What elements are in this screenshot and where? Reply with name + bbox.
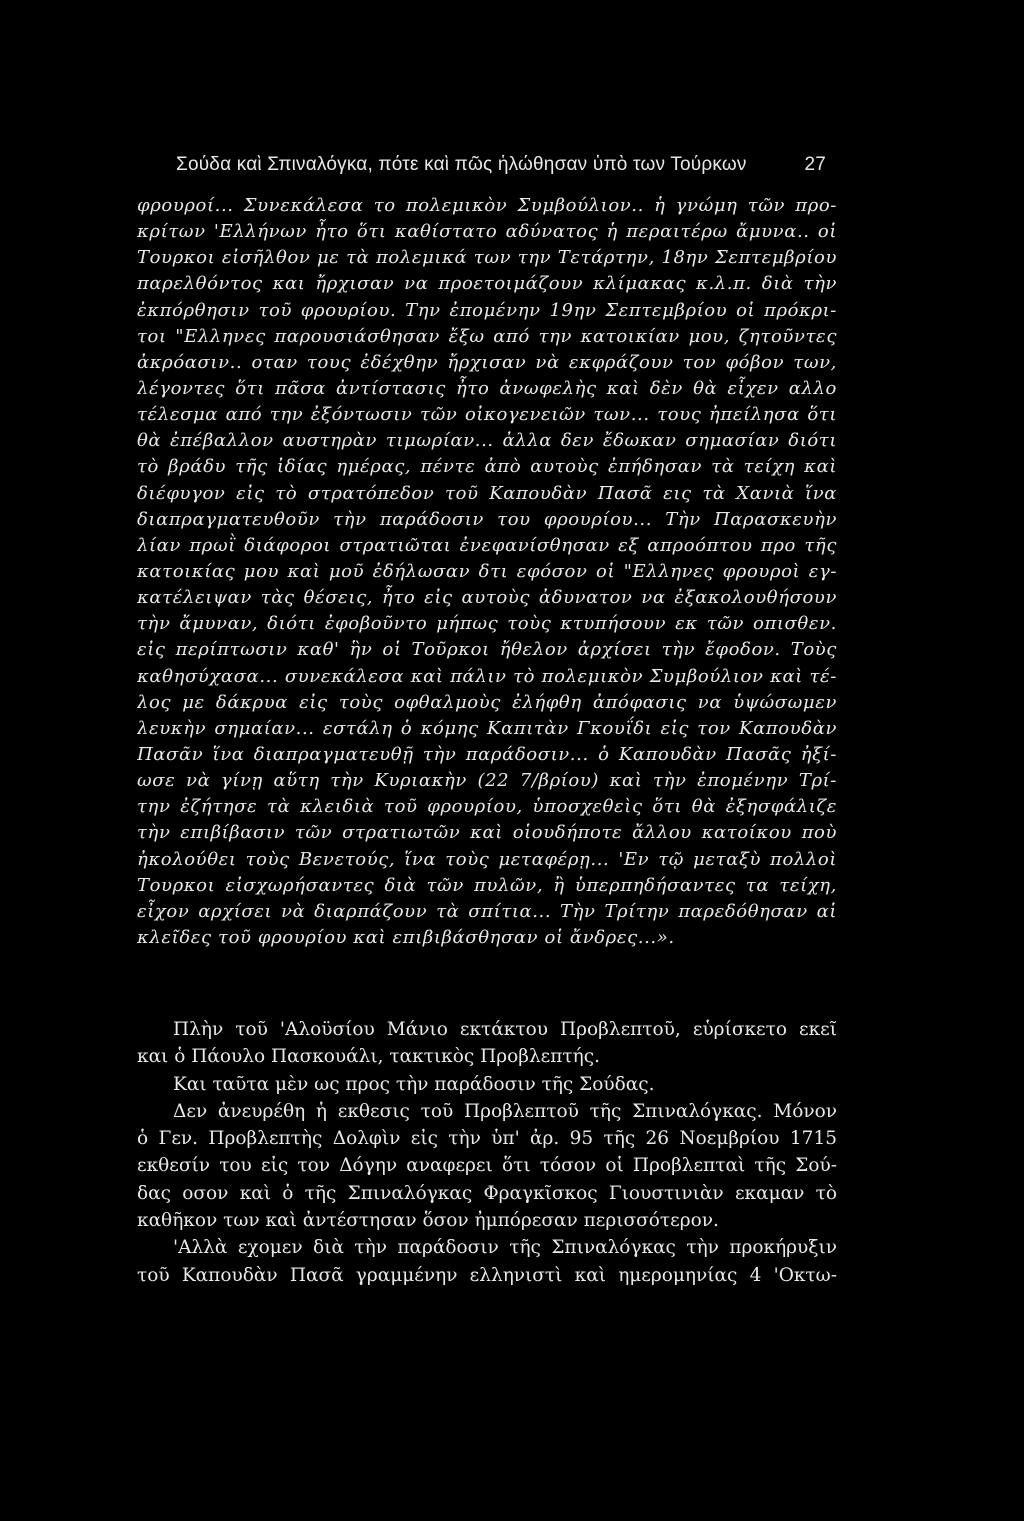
quote-line: διέφυγον εἰς τὸ στρατόπεδον τοῦ Καπουδὰν Πασᾶ εις τὰ Χανιὰ ἵνα	[137, 482, 837, 504]
quote-line: την ἐζήτησε τὰ κλειδιὰ τοῦ φρουρίου, ὑποσχεθεὶς ὅτι θὰ ἐξησφάλιζε	[137, 796, 837, 818]
quote-line: παρελθόντος και ἤρχισαν να προετοιμάζουν κλίμακας κ.λ.π. διὰ τὴν	[137, 273, 837, 295]
body-line: Δεν ἀνευρέθη ἡ εκθεσις τοῦ Προβλεπτοῦ τῆς Σπιναλόγκας. Μόνον	[173, 1100, 837, 1122]
quote-line: ωσε νὰ γίνῃ αὕτη τὴν Κυριακὴν (22 7/βρίου) καὶ τὴν ἐπομένην Τρί-	[137, 770, 837, 792]
quote-line: κρίτων 'Ελλήνων ἦτο ὅτι καθίστατο αδύνατος ἡ περαιτέρω ἄμυνα.. οἱ	[137, 221, 837, 243]
quote-line: λίαν πρωῒ διάφοροι στρατιῶται ἐνεφανίσθησαν εξ απροόπτου προ τῆς	[137, 534, 837, 556]
quote-line: τέλεσμα από την ἐξόντωσιν τῶν οἰκογενειῶν των... τους ἠπείλησα ὅτι	[137, 404, 837, 426]
quote-line: Τουρκοι εἰσχωρήσαντες διὰ τῶν πυλῶν, ἢ ὑπερπηδήσαντες τα τείχη,	[137, 874, 837, 896]
quote-line: κλεῖδες τοῦ φρουρίου καὶ επιβιβάσθησαν οἱ ἄνδρες...».	[137, 926, 675, 948]
quote-line: λευκὴν σημαίαν... εστάλη ὁ κόμης Καπιτὰν Γκουΐδι εἰς τον Καπουδὰν	[137, 717, 837, 739]
quote-line: κατοικίας μου καὶ μοῦ ἐδήλωσαν δτι εφόσον οἱ "Ελληνες φρουροὶ εγ-	[137, 560, 837, 582]
quote-line: τὴν επιβίβασιν τῶν στρατιωτῶν καὶ οἱουδήποτε ἄλλου κατοίκου ποὺ	[137, 822, 837, 844]
quote-line: τοι "Ελληνες παρουσιάσθησαν ἔξω από την κατοικίαν μου, ζητοῦντες	[137, 325, 837, 347]
body-line: ὁ Γεν. Προβλεπτὴς Δολφὶν εἰς τὴν ὑπ' ἀρ. 95 τῆς 26 Νοεμβρίου 1715	[137, 1128, 837, 1150]
quote-line: λέγοντες ὅτι πᾶσα ἀντίστασις ἦτο ἀνωφελὴς καὶ δὲν θὰ εἶχεν αλλο	[137, 377, 837, 399]
body-line: δας οσον καὶ ὁ τῆς Σπιναλόγκας Φραγκῖσκος Γιουστινιὰν εκαμαν τὸ	[137, 1182, 837, 1204]
quote-line: τὴν ἄμυναν, διότι ἐφοβοῦντο μήπως τοὺς κτυπήσουν εκ τῶν οπισθεν.	[137, 613, 837, 635]
page-number: 27	[804, 154, 826, 175]
running-head	[176, 154, 826, 176]
quote-line: ἐκπόρθησιν τοῦ φρουρίου. Την ἐπομένην 19ην Σεπτεμβρίου οἱ πρόκρι-	[137, 299, 837, 321]
quote-line: εἰς περίπτωσιν καθ' ἣν οἱ Τοῦρκοι ἤθελον ἀρχίσει τὴν ἔφοδον. Τοὺς	[137, 639, 837, 661]
body-line: 'Αλλὰ εχομεν διὰ τὴν παράδοσιν τῆς Σπιναλόγκας τὴν προκήρυξιν	[173, 1237, 837, 1259]
quote-line: ἀκρόασιν.. οταν τους ἐδέχθην ἤρχισαν νὰ εκφράζουν τον φόβον των,	[137, 351, 837, 373]
body-line: καθῆκον των καὶ ἀντέστησαν ὅσον ἠμπόρεσαν περισσότερον.	[137, 1210, 719, 1232]
quote-line: διαπραγματευθοῦν τὴν παράδοσιν του φρουρίου... Τὴν Παρασκευὴν	[137, 508, 837, 530]
body-line: τοῦ Καπουδὰν Πασᾶ γραμμένην ελληνιστὶ καὶ ημερομηνίας 4 'Οκτω-	[137, 1264, 837, 1286]
quote-line: κατέλειψαν τὰς θέσεις, ἦτο εἰς αυτοὺς ἀδυνατον να ἐξακολουθήσουν	[137, 587, 837, 609]
quoted-report	[137, 193, 837, 951]
quote-line: καθησύχασα... συνεκάλεσα καὶ πάλιν τὸ πολεμικὸν Συμβούλιον καὶ τέ-	[137, 665, 837, 687]
quote-line: τὸ βράδυ τῆς ἰδίας ημέρας, πέντε ἀπὸ αυτοὺς ἐπήδησαν τὰ τείχη καὶ	[137, 456, 837, 478]
quote-line: εἶχον αρχίσει νὰ διαρπάζουν τὰ σπίτια... Τὴν Τρίτην παρεδόθησαν αἱ	[137, 900, 837, 922]
body-line: και ὁ Πάουλο Πασκουάλι, τακτικὸς Προβλεπτής.	[137, 1046, 600, 1068]
quote-line: ἠκολούθει τοὺς Βενετούς, ἵνα τοὺς μεταφέρῃ... 'Εν τῷ μεταξὺ πολλοὶ	[137, 848, 837, 870]
running-head-title: Σούδα καὶ Σπιναλόγκα, πότε καὶ πῶς ἡλώθησαν ὑπὸ των Τούρκων	[176, 154, 747, 175]
quote-line: Πασᾶν ἵνα διαπραγματευθῇ τὴν παράδοσιν... ὁ Καπουδὰν Πασᾶς ἠξί-	[137, 743, 837, 765]
quote-line: λος με δάκρυα εἰς τοὺς οφθαλμοὺς ἐλήφθη ἀπόφασις να ὑψώσωμεν	[137, 691, 837, 713]
quote-line: φρουροί... Συνεκάλεσα το πολεμικὸν Συμβούλιον.. ἡ γνώμη τῶν προ-	[137, 195, 837, 216]
body-text	[137, 1016, 837, 1289]
body-line: Και ταῦτα μὲν ως προς τὴν παράδοσιν τῆς Σούδας.	[173, 1073, 655, 1095]
quote-line: θὰ ἐπέβαλλον αυστηρὰν τιμωρίαν... ἀλλα δεν ἔδωκαν σημασίαν διότι	[137, 430, 837, 452]
body-line: εκθεσίν του εἰς τον Δόγην αναφερει ὅτι τόσον οἱ Προβλεπταὶ τῆς Σού-	[137, 1155, 837, 1177]
quote-line: Τουρκοι εἰσῆλθον με τὰ πολεμικά των την Τετάρτην, 18ην Σεπτεμβρίου	[137, 247, 837, 269]
body-line: Πλὴν τοῦ 'Αλοϋσίου Μάνιο εκτάκτου Προβλεπτοῦ, εὑρίσκετο εκεῖ	[173, 1019, 837, 1040]
